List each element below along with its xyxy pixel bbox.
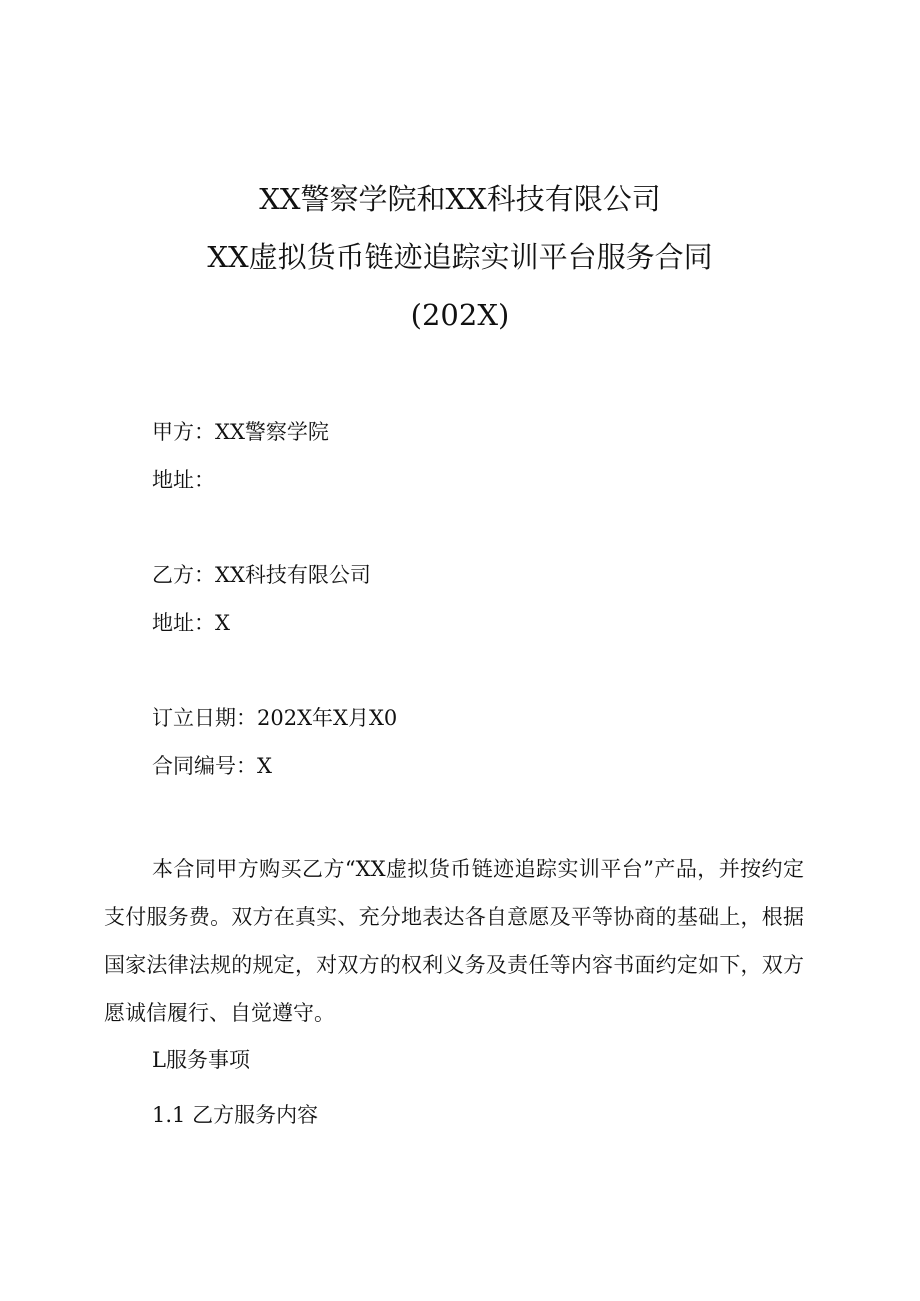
intro-paragraph: 本合同甲方购买乙方“XX虚拟货币链迹追踪实训平台”产品，并按约定支付服务费。双方在真实、充分地表达各自意愿及平等协商的基础上，根据国家法律法规的规定，对双方的权利义务及责任等内容书面约定如下，双方愿诚信履行、自觉遵守。: [104, 857, 804, 1025]
party-a-name: 甲方：XX警察学院: [152, 420, 329, 444]
party-b-address: 地址：X: [152, 611, 230, 635]
signing-date: 订立日期：202X年X月X0: [152, 706, 398, 730]
title-line-contract-name: XX虚拟货币链迹追踪实训平台服务合同: [207, 240, 713, 274]
section-heading-services: L服务事项: [152, 1048, 250, 1072]
party-a-address: 地址：: [152, 468, 215, 492]
party-b-name: 乙方：XX科技有限公司: [152, 563, 371, 587]
title-line-parties: XX警察学院和XX科技有限公司: [259, 182, 661, 216]
contract-title: [0, 170, 920, 344]
title-line-year: (202X): [410, 298, 510, 332]
contract-number: 合同编号：X: [152, 754, 272, 778]
subsection-heading-service-content: 1.1 乙方服务内容: [152, 1103, 319, 1127]
